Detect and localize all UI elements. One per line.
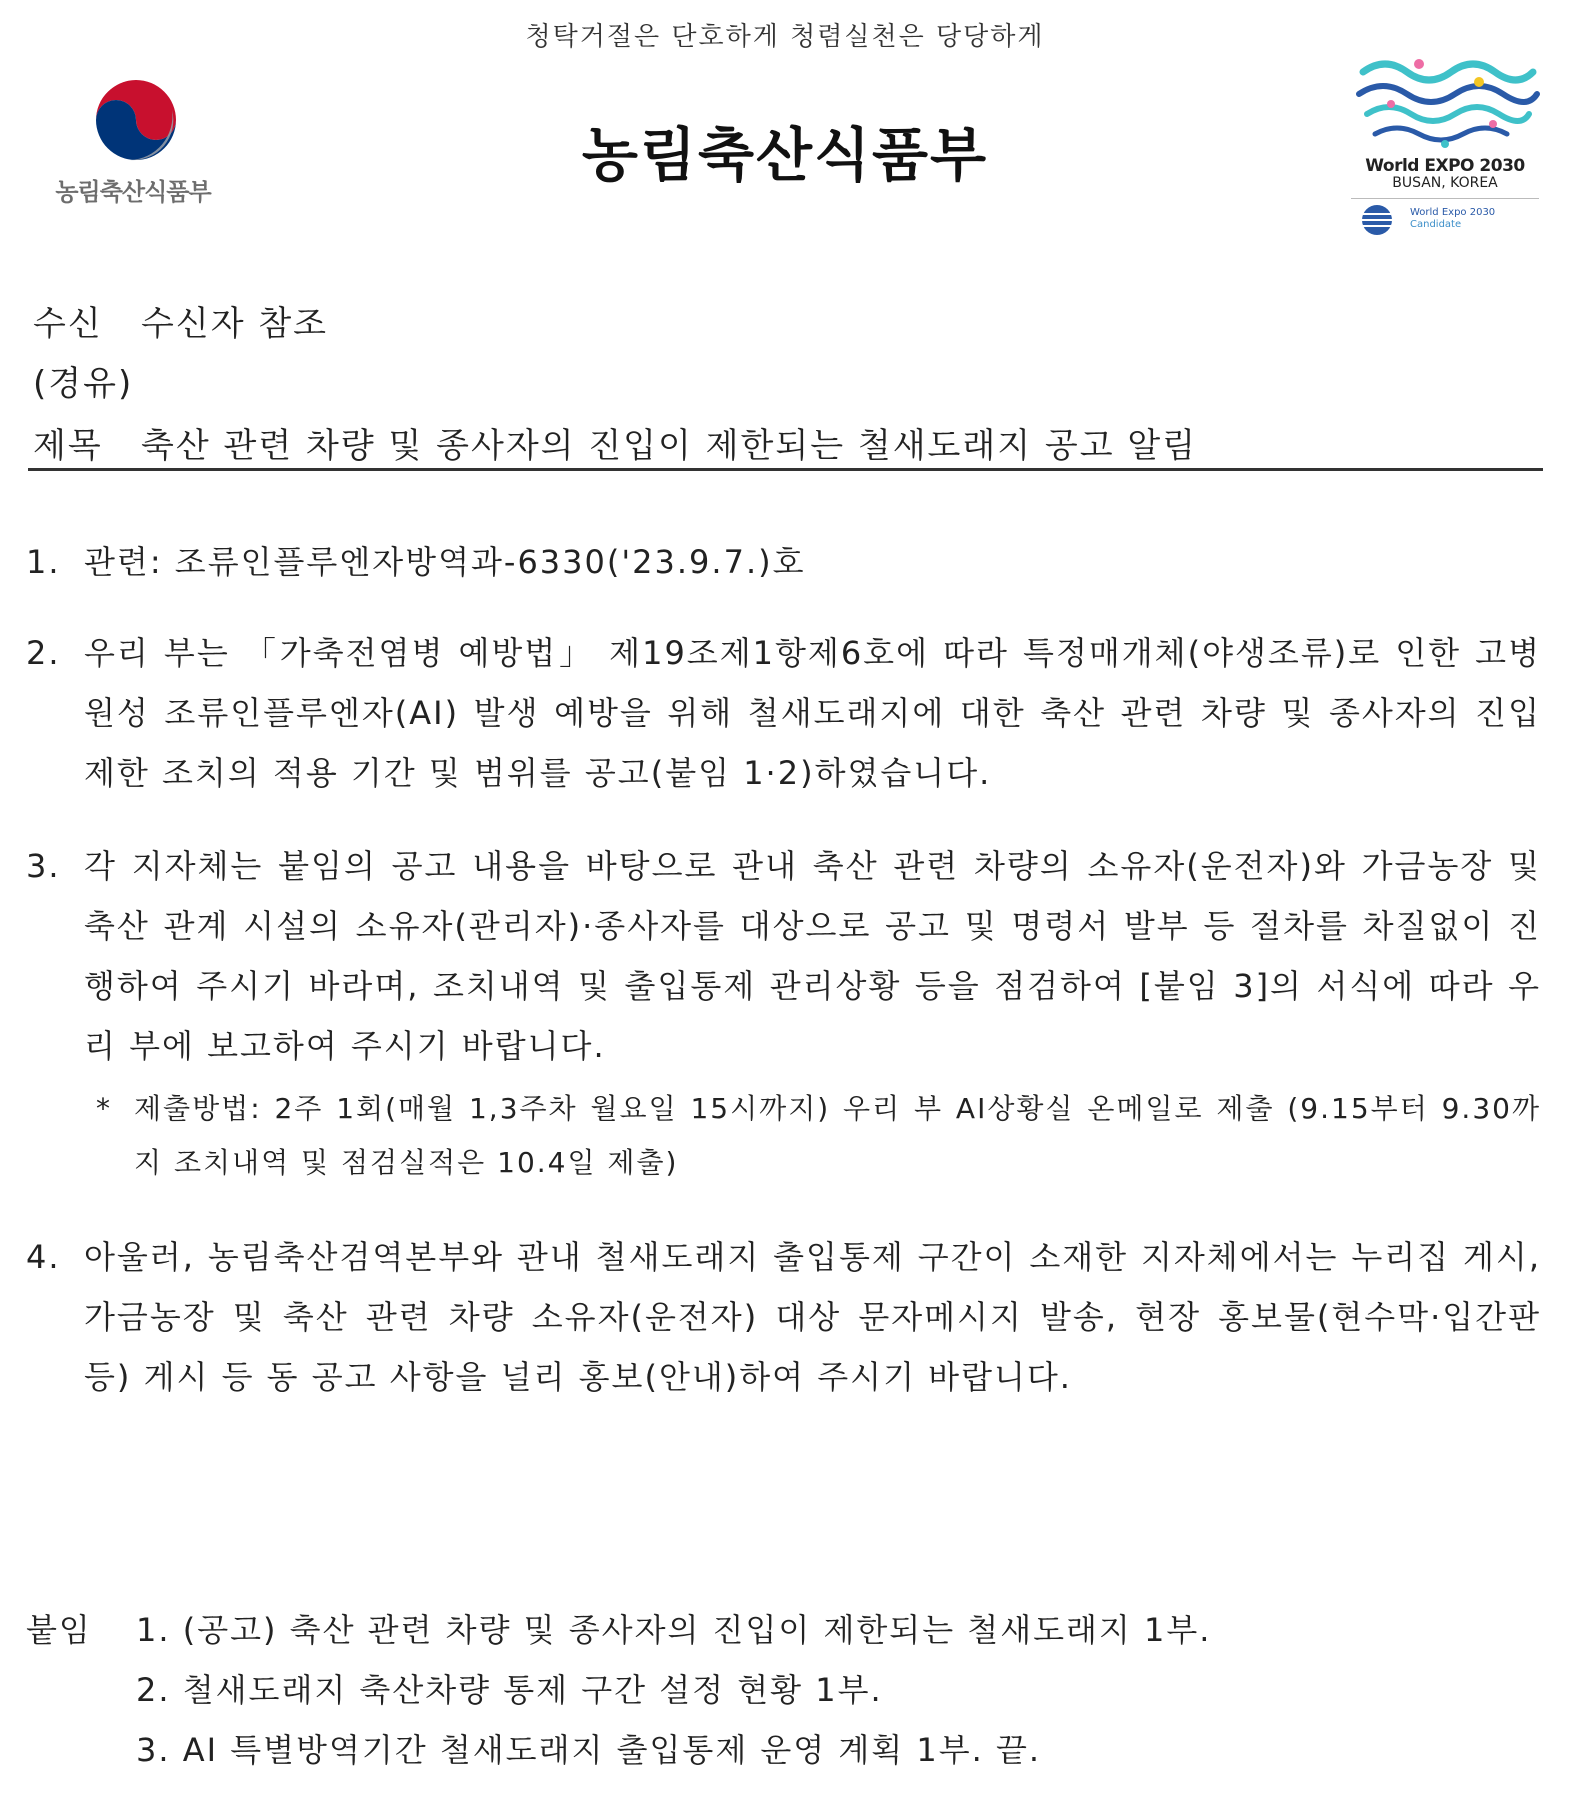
paragraph-text: 각 지자체는 붙임의 공고 내용을 바탕으로 관내 축산 관련 차량의 소유자(운전자)와 가금농장 및 축산 관계 시설의 소유자(관리자)·종사자를 대상으로 공고 및 명령서 발부 등 절차를 차질없이 진행하여 주시기 바라며, 조치내역 및 출입통제 관리상황 등을 점검하여 [붙임 3]의 서식에 따라 우리 부에 보고하여 주시기 바랍니다.	[84, 847, 1541, 1065]
expo-sub-line2: Candidate	[1410, 219, 1462, 230]
attachment-item: 2. 철새도래지 축산차량 통제 구간 설정 현황 1부.	[136, 1671, 883, 1709]
attachment-item: 1. (공고) 축산 관련 차량 및 종사자의 진입이 제한되는 철새도래지 1부.	[136, 1611, 1212, 1649]
expo-candidate-text	[1410, 207, 1530, 231]
subject-value: 축산 관련 차량 및 종사자의 진입이 제한되는 철새도래지 공고 알림	[141, 426, 1198, 466]
recipient-value: 수신자 참조	[141, 304, 329, 344]
recipient-row	[33, 296, 328, 345]
attachments	[26, 1600, 1526, 1780]
ministry-logo-text: 농림축산식품부	[55, 178, 211, 206]
expo-divider	[1351, 198, 1539, 199]
paragraph-2	[26, 623, 1541, 803]
paragraph-number: 3.	[26, 847, 61, 885]
note-asterisk: *	[96, 1092, 112, 1125]
slogan: 청탁거절은 단호하게 청렴실천은 당당하게	[525, 22, 1045, 52]
via-row	[33, 356, 133, 405]
expo-sub-line1: World Expo 2030	[1410, 207, 1496, 218]
expo-location: BUSAN, KOREA	[1392, 175, 1498, 191]
subject-label: 제목	[33, 426, 103, 466]
paragraph-text: 관련: 조류인플루엔자방역과-6330('23.9.7.)호	[84, 543, 806, 581]
submission-note	[96, 1082, 1541, 1190]
expo-wave-icon	[1345, 50, 1545, 154]
subject-row	[33, 418, 1197, 467]
via-label: (경유)	[33, 364, 134, 404]
expo-logo	[1345, 50, 1545, 240]
attachment-item: 3. AI 특별방역기간 철새도래지 출입통제 운영 계획 1부. 끝.	[136, 1731, 1042, 1769]
expo-title: World EXPO 2030	[1365, 156, 1525, 176]
note-text: 제출방법: 2주 1회(매월 1,3주차 월요일 15시까지) 우리 부 AI상황실 온메일로 제출 (9.15부터 9.30까지 조치내역 및 점검실적은 10.4일 제출)	[134, 1092, 1541, 1179]
expo-globe-icon	[1357, 204, 1397, 236]
paragraph-text: 우리 부는 「가축전염병 예방법」 제19조제1항제6호에 따라 특정매개체(야생조류)로 인한 고병원성 조류인플루엔자(AI) 발생 예방을 위해 철새도래지에 대한 축산 관련 차량 및 종사자의 진입 제한 조치의 적용 기간 및 범위를 공고(붙임 1·2)하였습니다.	[84, 634, 1541, 792]
page-title: 농림축산식품부	[581, 121, 989, 189]
paragraph-3	[26, 836, 1541, 1076]
paragraph-1	[26, 532, 1541, 592]
attachments-label: 붙임	[26, 1611, 92, 1649]
recipient-label: 수신	[33, 304, 103, 344]
paragraph-number: 4.	[26, 1238, 61, 1276]
attachments-list	[136, 1600, 1526, 1780]
paragraph-number: 2.	[26, 634, 61, 672]
paragraph-text: 아울러, 농림축산검역본부와 관내 철새도래지 출입통제 구간이 소재한 지자체에서는 누리집 게시, 가금농장 및 축산 관련 차량 소유자(운전자) 대상 문자메시지 발송, 현장 홍보물(현수막·입간판 등) 게시 등 동 공고 사항을 널리 홍보(안내)하여 주시기 바랍니다.	[84, 1238, 1541, 1396]
paragraph-4	[26, 1227, 1541, 1407]
header-divider	[28, 468, 1543, 471]
paragraph-number: 1.	[26, 543, 61, 581]
